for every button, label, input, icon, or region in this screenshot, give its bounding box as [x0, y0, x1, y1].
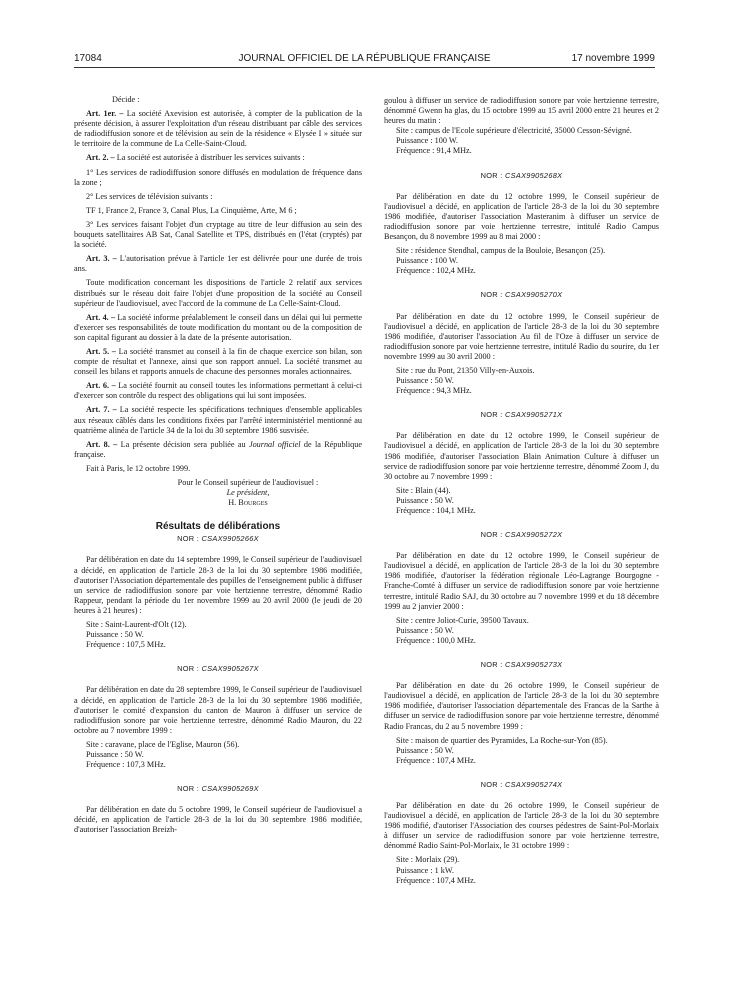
nor-reference: NOR : CSAX9905274X	[480, 779, 563, 789]
article-1	[74, 109, 362, 149]
article-text: La société transmet au conseil à la fin de chaque exercice son bilan, son compte de résultat et l'annexe, ainsi que son rapport annuel. La société transmet au conseil les bilans et rapports annuels de chacune des personnes morales actionnaires.	[74, 346, 362, 377]
article-label: Art. 6. –	[86, 381, 116, 391]
frequency-line: Fréquence : 107,4 MHz.	[396, 875, 476, 885]
deliberation-text: Par délibération en date du 12 octobre 1999, le Conseil supérieur de l'audiovisuel a décidé, en application de l'article 28-3 de la loi du 30 septembre 1986 modifiée, d'autoriser l'association Au fil de l'Oze à diffuser un service de radiodiffusion sonore par voie hertzienne terrestre, intitulé Radio du sourire, du 1er novembre 1999 au 30 avril 2000 :	[384, 311, 659, 361]
frequency-line: Fréquence : 100,0 MHz.	[396, 635, 476, 645]
article-label: Art. 2. –	[86, 153, 115, 163]
nor-reference: NOR : CSAX9905266X	[177, 534, 259, 544]
article-text: La présente décision sera publiée au	[117, 439, 249, 449]
signature-place-date: Fait à Paris, le 12 octobre 1999.	[86, 463, 191, 473]
article-text: La société Axevision est autorisée, à compter de la publication de la présente décision, à assurer l'exploitation d'un réseau distribuant par câble des services de radiodiffusion sonore et de télévision au sein de la résidence « Elysée I » située sur le territoire de la commune de La Celle-Saint-Cloud.	[74, 109, 362, 149]
deliberation-text: Par délibération en date du 12 octobre 1999, le Conseil supérieur de l'audiovisuel a décidé, en application de l'article 28-3 de la loi du 30 septembre 1986 modifiée, d'autoriser la fédération régionale Léo-Lagrange Bourgogne - Franche-Comté à diffuser un service de radiodiffusion sonore par voie hertzienne terrestre, intitulé Radio SAJ, du 30 octobre au 7 novembre 1999 et du 18 décembre 1999 au 2 janvier 2000 :	[384, 551, 659, 611]
nor-reference: NOR : CSAX9905270X	[480, 290, 563, 300]
power-line: Puissance : 50 W.	[396, 495, 454, 505]
article-text: de la République française.	[74, 439, 362, 459]
article-label: Art. 8. –	[86, 439, 118, 449]
article-4	[74, 313, 362, 343]
nor-reference: NOR : CSAX9905267X	[177, 664, 259, 674]
deliberation-text: Par délibération en date du 26 octobre 1999, le Conseil supérieur de l'audiovisuel a décidé, en application de l'article 28-3 de la loi du 30 septembre 1986 modifiée, d'autoriser l'association départementale des Francas de la Sarthe à diffuser un service de radiodiffusion sonore par voie hertzienne terrestre, dénommé Radio Francas, du 2 au 5 novembre 1999 :	[384, 681, 659, 731]
frequency-line: Fréquence : 102,4 MHz.	[396, 266, 476, 276]
frequency-line: Fréquence : 107,3 MHz.	[86, 760, 166, 770]
site-line: Site : résidence Stendhal, campus de la Bouloie, Besançon (25).	[396, 246, 606, 256]
frequency-line: Fréquence : 107,5 MHz.	[86, 640, 166, 650]
journal-name: Journal officiel	[248, 439, 301, 449]
site-line: Site : campus de l'Ecole supérieure d'électricité, 35000 Cesson-Sévigné.	[396, 126, 632, 136]
section-title: Résultats de délibérations	[155, 521, 281, 533]
power-line: Puissance : 50 W.	[86, 749, 144, 759]
article-text: L'autorisation prévue à l'article 1er est délivrée pour une durée de trois ans.	[74, 254, 362, 274]
site-line: Site : maison de quartier des Pyramides, La Roche-sur-Yon (85).	[396, 735, 608, 745]
deliberation-text: Par délibération en date du 14 septembre 1999, le Conseil supérieur de l'audiovisuel a décidé, en application de l'article 28-3 de la loi du 30 septembre 1986 modifiée, d'autoriser l'Association départementale des pupilles de l'enseignement public à diffuser un service de radiodiffusion sonore par voie hertzienne terrestre, dénommé Radio Rappeur, pendant la période du 1er novembre 1999 au 20 avril 2000 (le jeudi de 20 heures à 21 heures) :	[74, 555, 362, 615]
deliberation-text: Par délibération en date du 28 septembre 1999, le Conseil supérieur de l'audiovisuel a décidé, en application de l'article 28-3 de la loi du 30 septembre 1986 modifiée, d'autoriser le comité d'expansion du canton de Mauron à diffuser un service de radiodiffusion sonore par voie hertzienne terrestre, dénommé Radio Mauron, du 22 octobre au 7 novembre 1999 :	[74, 685, 362, 735]
frequency-line: Fréquence : 94,3 MHz.	[396, 386, 472, 396]
article-text: La société respecte les spécifications techniques d'ensemble applicables aux réseaux câblés dans les conditions fixées par l'arrêté interministériel mentionné au quatrième alinéa de l'article 34 de la loi du 30 septembre 1986 susvisée.	[74, 405, 362, 435]
nor-reference: NOR : CSAX9905268X	[480, 170, 563, 180]
article-3-paragraph-2: Toute modification concernant les dispositions de l'article 2 relatif aux services distribués sur le réseau doit faire l'objet d'une proposition de la société au Conseil supérieur de l'audiovisuel, avec l'accord de la commune de La Celle-Saint-Cloud.	[74, 278, 362, 308]
nor-reference: NOR : CSAX9905269X	[177, 784, 259, 794]
nor-reference: NOR : CSAX9905271X	[480, 410, 563, 420]
signature-name: H. Bourges	[228, 498, 268, 508]
site-line: Site : Saint-Laurent-d'Olt (12).	[86, 620, 187, 630]
article-label: Art. 3. –	[86, 254, 117, 264]
nor-reference: NOR : CSAX9905272X	[480, 530, 563, 540]
power-line: Puissance : 1 kW.	[396, 865, 454, 875]
article-2-item-1: 1° Les services de radiodiffusion sonore diffusés en modulation de fréquence dans la zone ;	[74, 167, 362, 187]
site-line: Site : rue du Pont, 21350 Villy-en-Auxois.	[396, 365, 535, 375]
page-number: 17084	[74, 53, 102, 64]
decide-heading: Décide :	[112, 95, 140, 104]
frequency-line: Fréquence : 107,4 MHz.	[396, 755, 476, 765]
signature-line: Pour le Conseil supérieur de l'audiovisuel :	[177, 478, 319, 487]
article-7	[74, 405, 362, 435]
header-rule	[74, 67, 655, 68]
issue-date: 17 novembre 1999	[571, 53, 655, 64]
power-line: Puissance : 50 W.	[86, 630, 144, 640]
power-line: Puissance : 100 W.	[396, 136, 458, 146]
frequency-line: Fréquence : 104,1 MHz.	[396, 506, 476, 515]
nor-reference: NOR : CSAX9905273X	[480, 660, 563, 670]
site-line: Site : Blain (44).	[396, 485, 451, 495]
article-2-item-2-list: TF 1, France 2, France 3, Canal Plus, La Cinquième, Arte, M 6 ;	[86, 205, 297, 215]
deliberation-text-continued: goulou à diffuser un service de radiodiffusion sonore par voie hertzienne terrestre, dénommé Gwenn ha glas, du 15 octobre 1999 au 15 avril 2000 entre 21 heures et 2 heures du matin :	[384, 96, 659, 126]
article-2-item-2: 2° Les services de télévision suivants :	[86, 191, 213, 201]
power-line: Puissance : 50 W.	[396, 376, 454, 386]
power-line: Puissance : 50 W.	[396, 625, 454, 635]
article-3	[74, 254, 362, 274]
deliberation-text: Par délibération en date du 12 octobre 1999, le Conseil supérieur de l'audiovisuel a décidé, en application de l'article 28-3 de la loi du 30 septembre 1986 modifiée, d'autoriser l'association Masteranim à diffuser un service de radiodiffusion sonore par voie hertzienne terrestre, intitulé Radio Campus Besançon, du 8 novembre 1999 au 8 mai 2000 :	[384, 191, 659, 242]
article-label: Art. 4. –	[86, 312, 116, 322]
article-8	[74, 440, 362, 460]
article-label: Art. 7. –	[86, 405, 117, 415]
left-column	[74, 95, 362, 836]
right-column	[384, 96, 659, 886]
article-5	[74, 347, 362, 377]
site-line: Site : caravane, place de l'Eglise, Mauron (56).	[86, 739, 240, 749]
article-6	[74, 381, 362, 401]
deliberation-text: Par délibération en date du 12 octobre 1999, le Conseil supérieur de l'audiovisuel a décidé, en application de l'article 28-3 de la loi du 30 septembre 1986 modifiée, d'autoriser l'association Blain Animation Culture à diffuser un service de radiodiffusion sonore par voie hertzienne terrestre, dénommé Zoom J, du 30 octobre au 7 novembre 1999 :	[384, 431, 659, 481]
frequency-line: Fréquence : 91,4 MHz.	[396, 146, 472, 156]
article-2	[74, 153, 362, 163]
journal-title: JOURNAL OFFICIEL DE LA RÉPUBLIQUE FRANÇAISE	[238, 53, 491, 64]
deliberation-text: Par délibération en date du 26 octobre 1999, le Conseil supérieur de l'audiovisuel a décidé, en application de l'article 28-3 de la loi du 30 septembre 1986 modifié, d'autoriser l'Association des courses pédestres de Saint-Pol-Morlaix à diffuser un service de radiodiffusion sonore par voie hertzienne terrestre, dénommé Radio Saint-Pol-Morlaix, le 31 octobre 1999 :	[384, 800, 659, 851]
power-line: Puissance : 100 W.	[396, 256, 458, 266]
power-line: Puissance : 50 W.	[396, 745, 454, 755]
article-text: La société fournit au conseil toutes les informations permettant à celui-ci d'exercer son contrôle du respect des obligations qui lui sont imposées.	[74, 381, 362, 401]
signature-role: Le président,	[226, 488, 270, 498]
article-2-item-3: 3° Les services faisant l'objet d'un cryptage au titre de leur diffusion au sein des bouquets satellitaires AB Sat, Canal Satellite et TPS, distribués en (l'état (cryptés) par la société.	[74, 219, 362, 250]
site-line: Site : centre Joliot-Curie, 39500 Tavaux.	[396, 615, 529, 625]
article-label: Art. 1er. –	[86, 109, 124, 119]
article-label: Art. 5. –	[86, 346, 116, 356]
deliberation-text: Par délibération en date du 5 octobre 1999, le Conseil supérieur de l'audiovisuel a décidé, en application de l'article 28-3 de la loi du 30 septembre 1986 modifiée, d'autoriser l'association Breizh-	[74, 805, 362, 835]
article-text: La société informe préalablement le conseil dans un délai qui lui permette d'exercer ses responsabilités de toute modification du montant ou de la composition de son capital figurant au dossier à la date de la présente autorisation.	[74, 312, 362, 342]
article-text: La société est autorisée à distribuer les services suivants :	[114, 153, 305, 163]
site-line: Site : Morlaix (29).	[396, 855, 460, 865]
